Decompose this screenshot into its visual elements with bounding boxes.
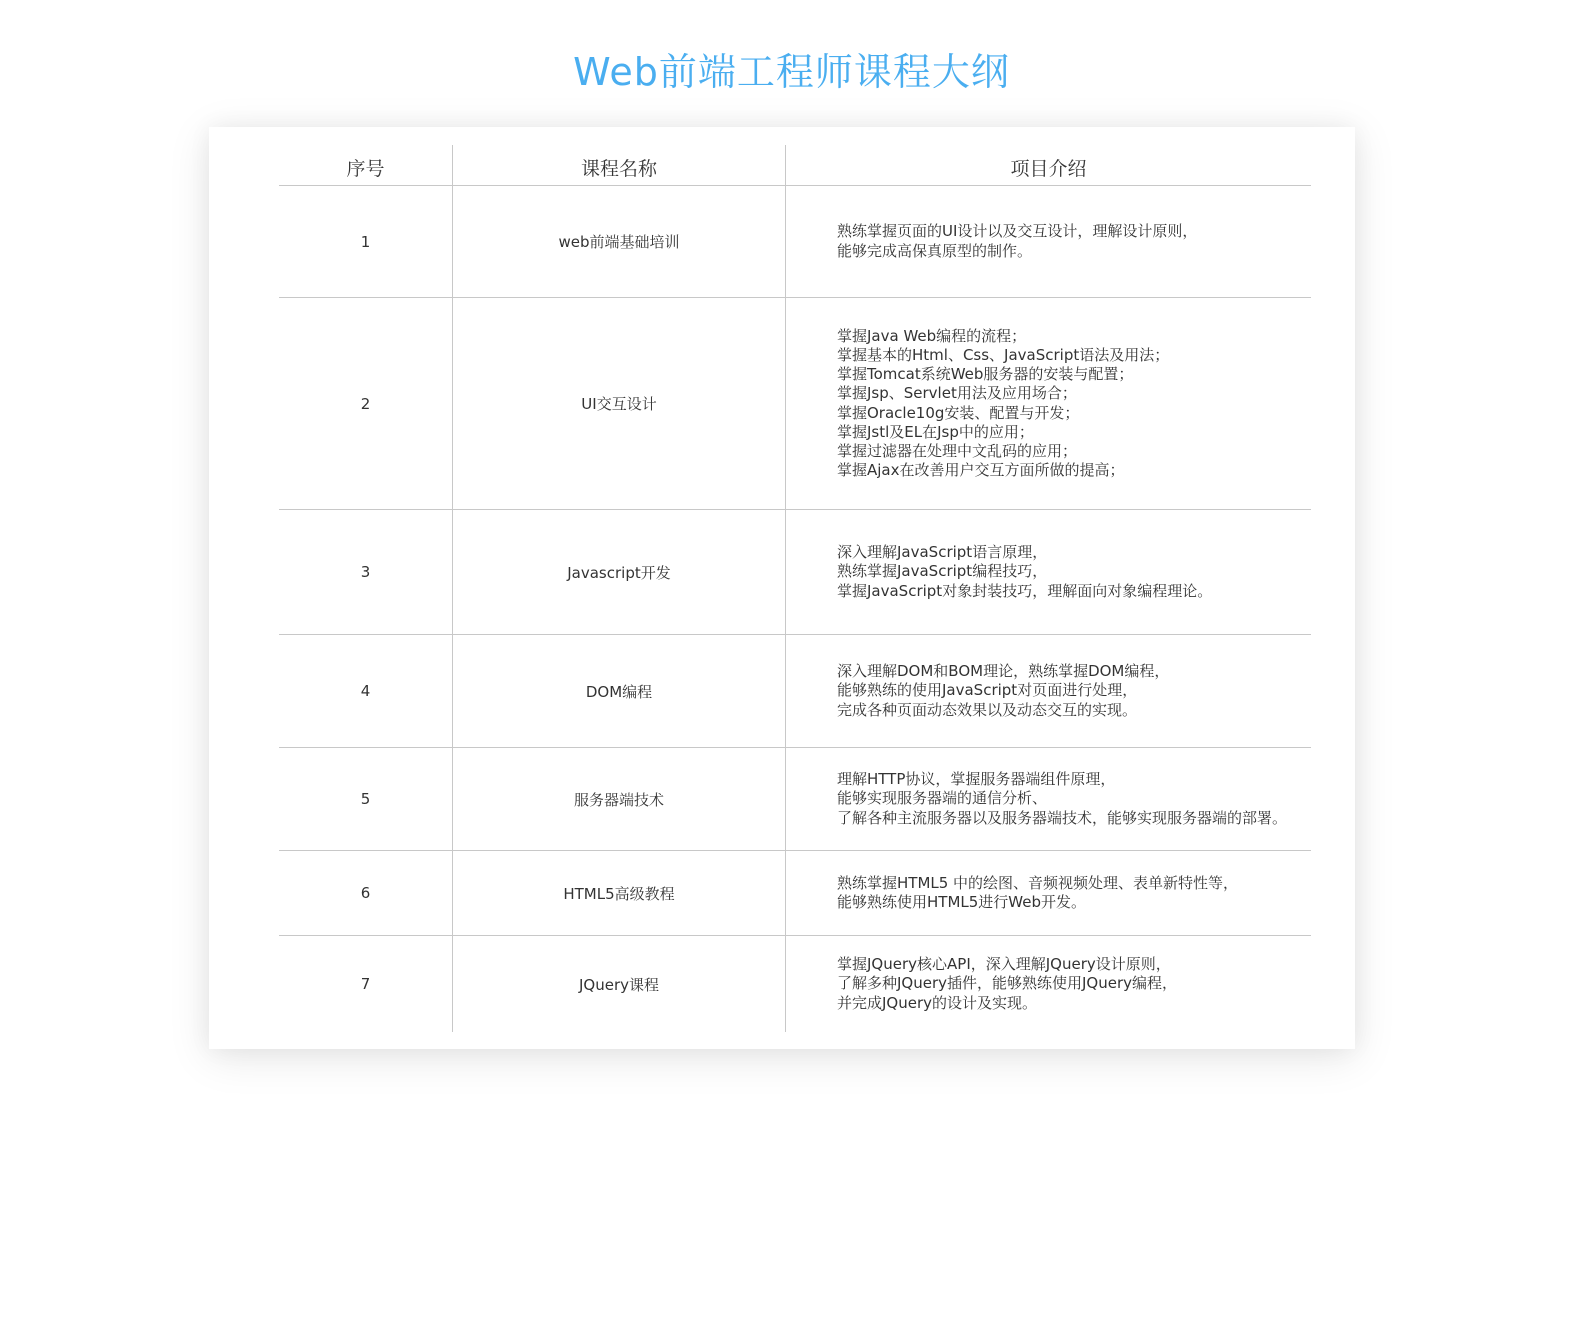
row-index: 5: [279, 748, 453, 850]
table-row: [279, 186, 1311, 298]
desc-line: 了解各种主流服务器以及服务器端技术，能够实现服务器端的部署。: [837, 808, 1288, 827]
page-title: Web前端工程师课程大纲: [573, 50, 1010, 94]
row-index: 7: [279, 936, 453, 1032]
header-index: 序号: [279, 145, 453, 185]
course-outline-card: [209, 127, 1355, 1049]
desc-line: 了解多种JQuery插件，能够熟练使用JQuery编程，: [837, 974, 1178, 993]
desc-line: 完成各种页面动态效果以及动态交互的实现。: [837, 700, 1138, 719]
desc-line: 深入理解JavaScript语言原理，: [837, 543, 1048, 562]
desc-line: 能够实现服务器端的通信分析、: [837, 789, 1048, 808]
row-course-name: 服务器端技术: [453, 748, 786, 850]
desc-line: 深入理解DOM和BOM理论，熟练掌握DOM编程，: [837, 662, 1170, 681]
row-description: [786, 851, 1311, 935]
row-description: [786, 936, 1311, 1032]
desc-line: 掌握Oracle10g安装、配置与开发；: [837, 403, 1080, 422]
row-index: 3: [279, 510, 453, 634]
row-course-name: HTML5高级教程: [453, 851, 786, 935]
desc-line: 掌握Ajax在改善用户交互方面所做的提高；: [837, 461, 1125, 480]
row-course-name: DOM编程: [453, 635, 786, 747]
desc-line: 熟练掌握HTML5 中的绘图、音频视频处理、表单新特性等，: [837, 873, 1239, 892]
desc-line: 熟练掌握JavaScript编程技巧，: [837, 562, 1048, 581]
course-table: [279, 145, 1311, 1032]
table-row: [279, 510, 1311, 635]
row-course-name: UI交互设计: [453, 298, 786, 509]
desc-line: 掌握基本的Html、Css、JavaScript语法及用法；: [837, 345, 1170, 364]
desc-line: 能够熟练使用HTML5进行Web开发。: [837, 893, 1086, 911]
table-header-row: [279, 145, 1311, 186]
row-description: [786, 298, 1311, 509]
desc-line: 掌握过滤器在处理中文乱码的应用；: [837, 441, 1078, 460]
desc-line: 掌握Jstl及EL在Jsp中的应用；: [837, 422, 1034, 441]
desc-line: 熟练掌握页面的UI设计以及交互设计，理解设计原则，: [837, 222, 1198, 241]
row-index: 1: [279, 186, 453, 297]
desc-line: 能够完成高保真原型的制作。: [837, 241, 1033, 260]
header-project-intro: 项目介绍: [1010, 157, 1087, 180]
desc-line: 理解HTTP协议，掌握服务器端组件原理，: [837, 770, 1116, 789]
desc-line: 掌握Tomcat系统Web服务器的安装与配置；: [837, 365, 1134, 384]
desc-line: 能够熟练的使用JavaScript对页面进行处理，: [837, 681, 1138, 700]
row-index: 2: [279, 298, 453, 509]
row-index: 6: [279, 851, 453, 935]
desc-line: 并完成JQuery的设计及实现。: [837, 993, 1038, 1012]
desc-line: 掌握Jsp、Servlet用法及应用场合；: [837, 384, 1077, 403]
desc-line: 掌握JQuery核心API，深入理解JQuery设计原则，: [837, 955, 1171, 974]
table-row: [279, 936, 1311, 1032]
desc-line: 掌握Java Web编程的流程；: [837, 326, 1027, 345]
table-row: [279, 635, 1311, 748]
header-course-name: 课程名称: [453, 145, 786, 185]
table-row: [279, 851, 1311, 936]
row-description: [786, 186, 1311, 297]
row-course-name: web前端基础培训: [453, 186, 786, 297]
row-index: 4: [279, 635, 453, 747]
row-course-name: JQuery课程: [453, 936, 786, 1032]
row-course-name: Javascript开发: [453, 510, 786, 634]
row-description: [786, 748, 1311, 850]
row-description: [786, 510, 1311, 634]
table-row: [279, 748, 1311, 851]
desc-line: 掌握JavaScript对象封装技巧，理解面向对象编程理论。: [837, 581, 1213, 600]
table-row: [279, 298, 1311, 510]
row-description: [786, 635, 1311, 747]
